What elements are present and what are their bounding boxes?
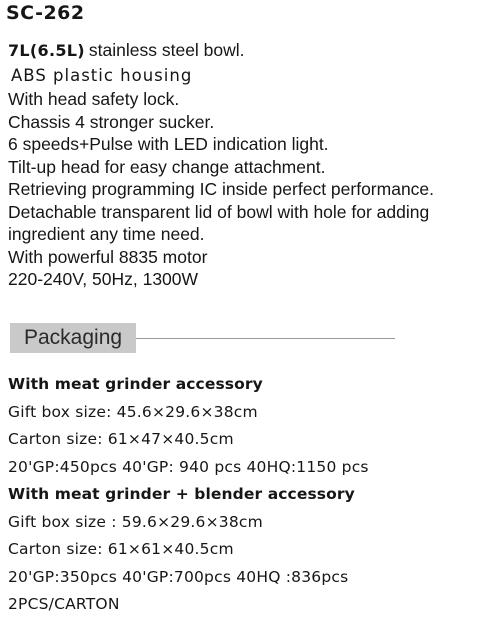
packaging-details <box>8 371 498 619</box>
packaging-line: 20'GP:350pcs 40'GP:700pcs 40HQ :836pcs <box>8 567 349 586</box>
spec-feature: Chassis 4 stronger sucker. <box>8 111 215 132</box>
spec-feature: 6 speeds+Pulse with LED indication light. <box>8 134 329 154</box>
spec-power: 220-240V, 50Hz, 1300W <box>8 269 199 289</box>
packaging-line: Carton size: 61×47×40.5cm <box>8 430 234 448</box>
spec-bowl: stainless steel bowl. <box>88 40 245 60</box>
model-title: SC-262 <box>6 2 85 24</box>
spec-capacity: 7L(6.5L) <box>8 41 85 60</box>
spec-list <box>8 40 498 291</box>
group-title: With meat grinder accessory <box>8 375 263 393</box>
packaging-line: 20'GP:450pcs 40'GP: 940 pcs 40HQ:1150 pcs <box>8 457 369 476</box>
spec-feature: ingredient any time need. <box>8 224 205 244</box>
group-title: With meat grinder + blender accessory <box>8 485 355 503</box>
packaging-line: Carton size: 61×61×40.5cm <box>8 540 234 558</box>
spec-feature: With head safety lock. <box>8 89 180 109</box>
packaging-section-header <box>10 323 395 353</box>
section-divider <box>136 338 395 339</box>
packaging-heading: Packaging <box>10 323 136 353</box>
spec-capacity-line <box>8 40 498 64</box>
spec-housing: ABS plastic housing <box>11 66 193 85</box>
packaging-line: Gift box size: 45.6×29.6×38cm <box>8 402 258 421</box>
spec-feature: With powerful 8835 motor <box>8 246 208 267</box>
spec-feature: Detachable transparent lid of bowl with hole for adding <box>8 201 430 222</box>
packaging-line: 2PCS/CARTON <box>8 595 120 613</box>
spec-feature: Tilt-up head for easy change attachment. <box>8 156 326 177</box>
packaging-line: Gift box size : 59.6×29.6×38cm <box>8 512 263 531</box>
spec-feature: Retrieving programming IC inside perfect performance. <box>8 179 435 199</box>
